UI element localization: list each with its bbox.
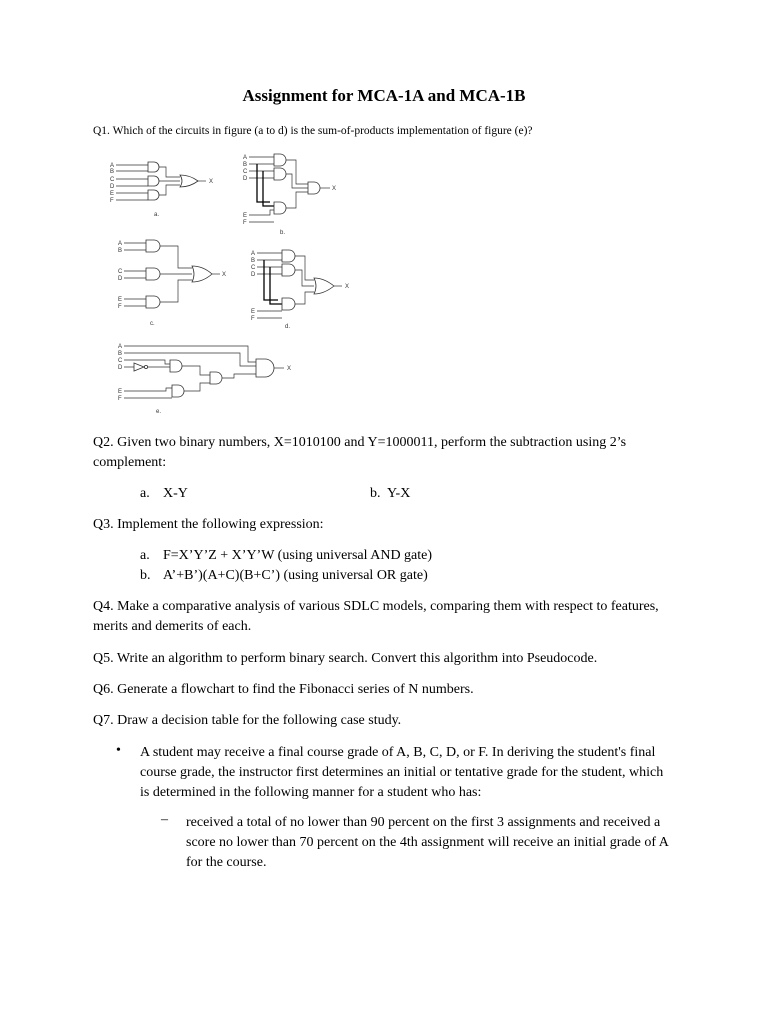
input-label: D bbox=[118, 365, 123, 371]
list-marker: a. bbox=[140, 548, 150, 563]
input-label: F bbox=[243, 220, 247, 226]
input-label: D bbox=[118, 276, 123, 282]
input-label: E bbox=[118, 297, 123, 303]
document-title: Assignment for MCA-1A and MCA-1B bbox=[242, 86, 526, 105]
circuit-c bbox=[118, 240, 226, 327]
circuit-b bbox=[243, 154, 336, 236]
input-label: B bbox=[110, 169, 115, 175]
circuit-d bbox=[251, 250, 349, 330]
output-label: X bbox=[287, 366, 292, 372]
question-6: Q6. Generate a flowchart to find the Fibonacci series of N numbers. bbox=[93, 682, 474, 697]
question-4: Q4. Make a comparative analysis of various SDLC models, comparing them with respect to features, merits and demerits of each. bbox=[93, 599, 659, 634]
input-label: C bbox=[110, 177, 115, 183]
input-label: A bbox=[243, 155, 248, 161]
input-label: A bbox=[110, 163, 115, 169]
input-label: C bbox=[243, 169, 248, 175]
input-label: C bbox=[251, 265, 256, 271]
question-5: Q5. Write an algorithm to perform binary search. Convert this algorithm into Pseudocode. bbox=[93, 651, 598, 666]
input-label: F bbox=[118, 304, 122, 310]
bullet-marker: • bbox=[116, 743, 121, 758]
list-item: F=X’Y’Z + X’Y’W (using universal AND gate) bbox=[163, 548, 433, 563]
list-item: X-Y bbox=[163, 486, 188, 501]
list-marker: a. bbox=[140, 486, 150, 501]
figure-label: d. bbox=[285, 324, 291, 330]
input-label: A bbox=[118, 344, 123, 350]
input-label: E bbox=[118, 389, 123, 395]
input-label: F bbox=[110, 198, 114, 204]
input-label: B bbox=[118, 351, 123, 357]
input-label: B bbox=[251, 258, 256, 264]
input-label: D bbox=[251, 272, 256, 278]
input-label: E bbox=[110, 191, 115, 197]
output-label: X bbox=[209, 179, 214, 185]
list-item: Y-X bbox=[387, 486, 411, 501]
input-label: C bbox=[118, 358, 123, 364]
dash-marker: – bbox=[161, 812, 168, 827]
list-item: A’+B’)(A+C)(B+C’) (using universal OR gate) bbox=[163, 568, 428, 583]
output-label: X bbox=[332, 186, 337, 192]
list-marker: b. bbox=[140, 568, 151, 583]
input-label: C bbox=[118, 269, 123, 275]
figure-label: c. bbox=[150, 321, 155, 327]
question-3: Q3. Implement the following expression: bbox=[93, 517, 324, 532]
question-2: Q2. Given two binary numbers, X=1010100 and Y=1000011, perform the subtraction using 2’s complement: bbox=[93, 435, 627, 470]
input-label: F bbox=[251, 316, 255, 322]
input-label: E bbox=[251, 309, 256, 315]
figure-label: b. bbox=[280, 230, 286, 236]
input-label: B bbox=[243, 162, 248, 168]
circuit-e bbox=[118, 344, 291, 415]
question-7: Q7. Draw a decision table for the following case study. bbox=[93, 713, 402, 728]
output-label: X bbox=[345, 284, 350, 290]
output-label: X bbox=[222, 272, 227, 278]
figure-label: a. bbox=[154, 212, 160, 218]
input-label: A bbox=[118, 241, 123, 247]
question-1: Q1. Which of the circuits in figure (a to d) is the sum-of-products implementation of figure (e)? bbox=[93, 125, 533, 137]
logic-circuits-figure bbox=[110, 150, 380, 416]
input-label: F bbox=[118, 396, 122, 402]
dash-item: received a total of no lower than 90 percent on the first 3 assignments and received a score no lower than 70 percent on the 4th assignment will receive an initial grade of A for the course. bbox=[186, 815, 669, 870]
figure-label: e. bbox=[156, 409, 162, 415]
circuit-a bbox=[110, 162, 213, 218]
input-label: D bbox=[110, 184, 115, 190]
list-marker: b. bbox=[370, 486, 381, 501]
input-label: E bbox=[243, 213, 248, 219]
input-label: A bbox=[251, 251, 256, 257]
bullet-item: A student may receive a final course grade of A, B, C, D, or F. In deriving the student's final course grade, the instructor first determines an initial or tentative grade for the student, which is determined in the following manner for a student who has: bbox=[140, 745, 664, 800]
input-label: B bbox=[118, 248, 123, 254]
input-label: D bbox=[243, 176, 248, 182]
